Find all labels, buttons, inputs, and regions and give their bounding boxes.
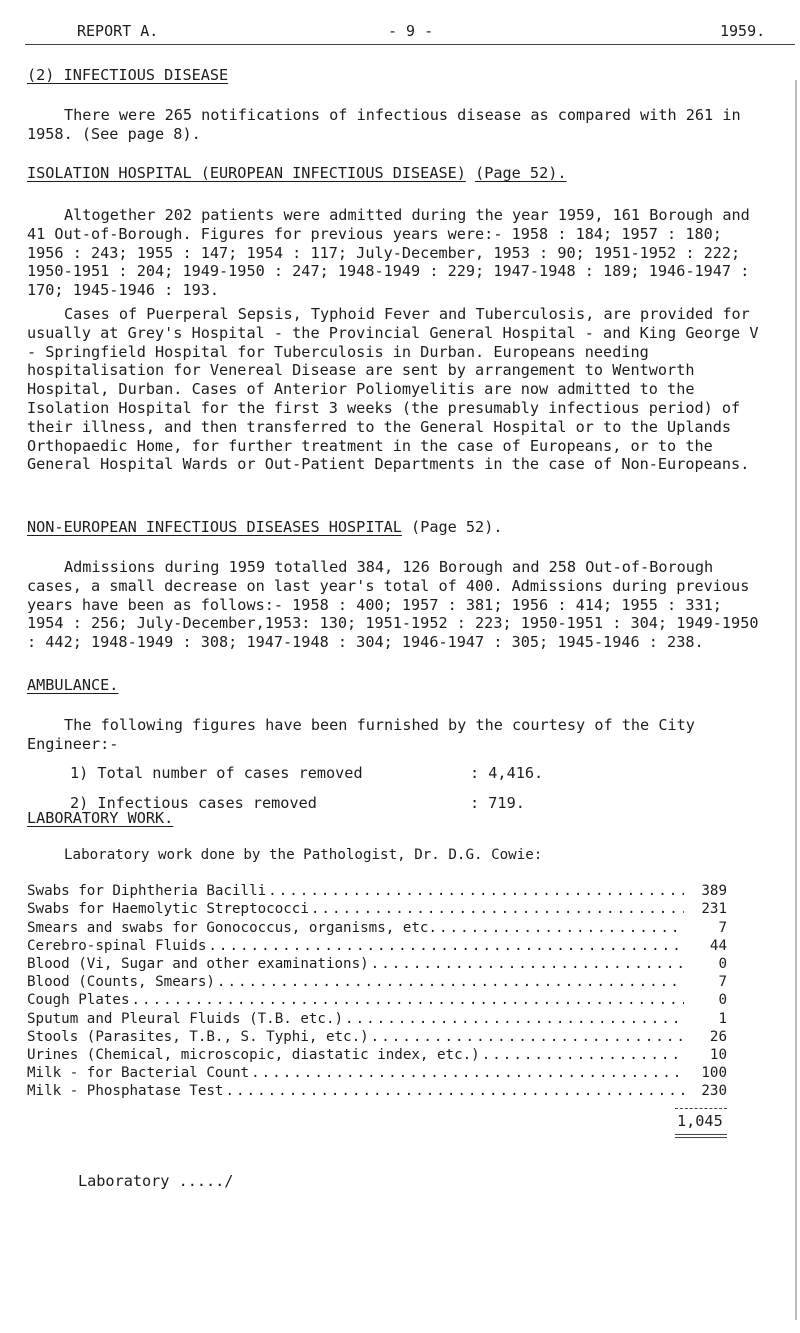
continuation-footer: Laboratory ...../: [78, 1172, 234, 1190]
ambulance-title: AMBULANCE.: [27, 676, 119, 694]
laboratory-total: 1,045: [677, 1112, 723, 1130]
laboratory-intro: Laboratory work done by the Pathologist, Dr. D.G. Cowie:: [64, 847, 543, 863]
laboratory-list: [27, 846, 727, 1101]
lab-row: Swabs for Diphtheria Bacilli ..... 389: [27, 882, 727, 900]
lab-row: Cough Plates ..... 0: [27, 991, 727, 1009]
non-european-hospital-title: NON-EUROPEAN INFECTIOUS DISEASES HOSPITAL (Page 52).: [27, 518, 503, 536]
total-rule-double: [675, 1137, 727, 1138]
lab-row: Blood (Vi, Sugar and other examinations) ..... 0: [27, 955, 727, 973]
isolation-paragraph-1: Altogether 202 patients were admitted during the year 1959, 161 Borough and 41 Out-of-Borough. Figures for previous years were:- 1958 : 184; 1957 : 180; 1956 : 243; 1955 : 147; 1954 : 117; July-December, 1953 : 90; 1951-1952 : 222; 1950-1951 : 204; 1949-1950 : 247; 1948-1949 : 229; 1947-1948 : 189; 1946-1947 : 170; 1945-1946 : 193.: [27, 206, 750, 300]
page-edge-line: [795, 80, 797, 1320]
isolation-hospital-title: ISOLATION HOSPITAL (EUROPEAN INFECTIOUS DISEASE) (Page 52).: [27, 164, 567, 182]
ambulance-total-label: 1) Total number of cases removed: [70, 764, 363, 782]
report-label: REPORT A.: [77, 22, 159, 40]
lab-row: Urines (Chemical, microscopic, diastatic index, etc.) ..... 10: [27, 1046, 727, 1064]
lab-row: Sputum and Pleural Fluids (T.B. etc.) ..... 1: [27, 1010, 727, 1028]
section-2-paragraph: There were 265 notifications of infectious disease as compared with 261 in 1958. (See page 8).: [27, 106, 741, 143]
lab-row: Milk - for Bacterial Count ..... 100: [27, 1064, 727, 1082]
lab-row: Swabs for Haemolytic Streptococci ..... 231: [27, 900, 727, 918]
ambulance-infectious-label: 2) Infectious cases removed: [70, 794, 317, 812]
lab-row: Cerebro-spinal Fluids ..... 44: [27, 937, 727, 955]
lab-row: Milk - Phosphatase Test ..... 230: [27, 1082, 727, 1100]
header-rule: [25, 44, 795, 45]
lab-row: Stools (Parasites, T.B., S. Typhi, etc.) ..... 26: [27, 1028, 727, 1046]
ambulance-infectious-value: : 719.: [470, 794, 525, 812]
isolation-paragraph-2: Cases of Puerperal Sepsis, Typhoid Fever and Tuberculosis, are provided for usually at Grey's Hospital - the Provincial General Hospital - and King George V - Springfield Hospital for Tuberculosis in Durban. Europeans needing hospitalisation for Venereal Disease are sent by arrangement to Wentworth Hospital, Durban. Cases of Anterior Poliomyelitis are now admitted to the Isolation Hospital for the first 3 weeks (the presumably infectious period) of their illness, and then transferred to the General Hospital or to the Uplands Orthopaedic Home, for further treatment in the case of Europeans, or to the General Hospital Wards or Out-Patient Departments in the case of Non-Europeans.: [27, 305, 759, 474]
total-rule-top: [675, 1108, 727, 1109]
page-number: - 9 -: [388, 22, 434, 40]
total-rule-bottom: [675, 1134, 727, 1135]
lab-row: Blood (Counts, Smears) ..... 7: [27, 973, 727, 991]
laboratory-title: LABORATORY WORK.: [27, 809, 174, 827]
lab-row: Smears and swabs for Gonococcus, organisms, etc. ..... 7: [27, 919, 727, 937]
report-year: 1959.: [720, 22, 766, 40]
section-2-title: (2) INFECTIOUS DISEASE: [27, 66, 229, 84]
ambulance-total-value: : 4,416.: [470, 764, 544, 782]
non-european-paragraph: Admissions during 1959 totalled 384, 126 Borough and 258 Out-of-Borough cases, a small decrease on last year's total of 400. Admissions during previous years have been as follows:- 1958 : 400; 1957 : 381; 1956 : 414; 1955 : 331; 1954 : 256; July-December,1953: 130; 1951-1952 : 223; 1950-1951 : 304; 1949-1950 : 442; 1948-1949 : 308; 1947-1948 : 304; 1946-1947 : 305; 1945-1946 : 238.: [27, 558, 759, 652]
ambulance-paragraph: The following figures have been furnished by the courtesy of the City Engineer:-: [27, 716, 695, 753]
